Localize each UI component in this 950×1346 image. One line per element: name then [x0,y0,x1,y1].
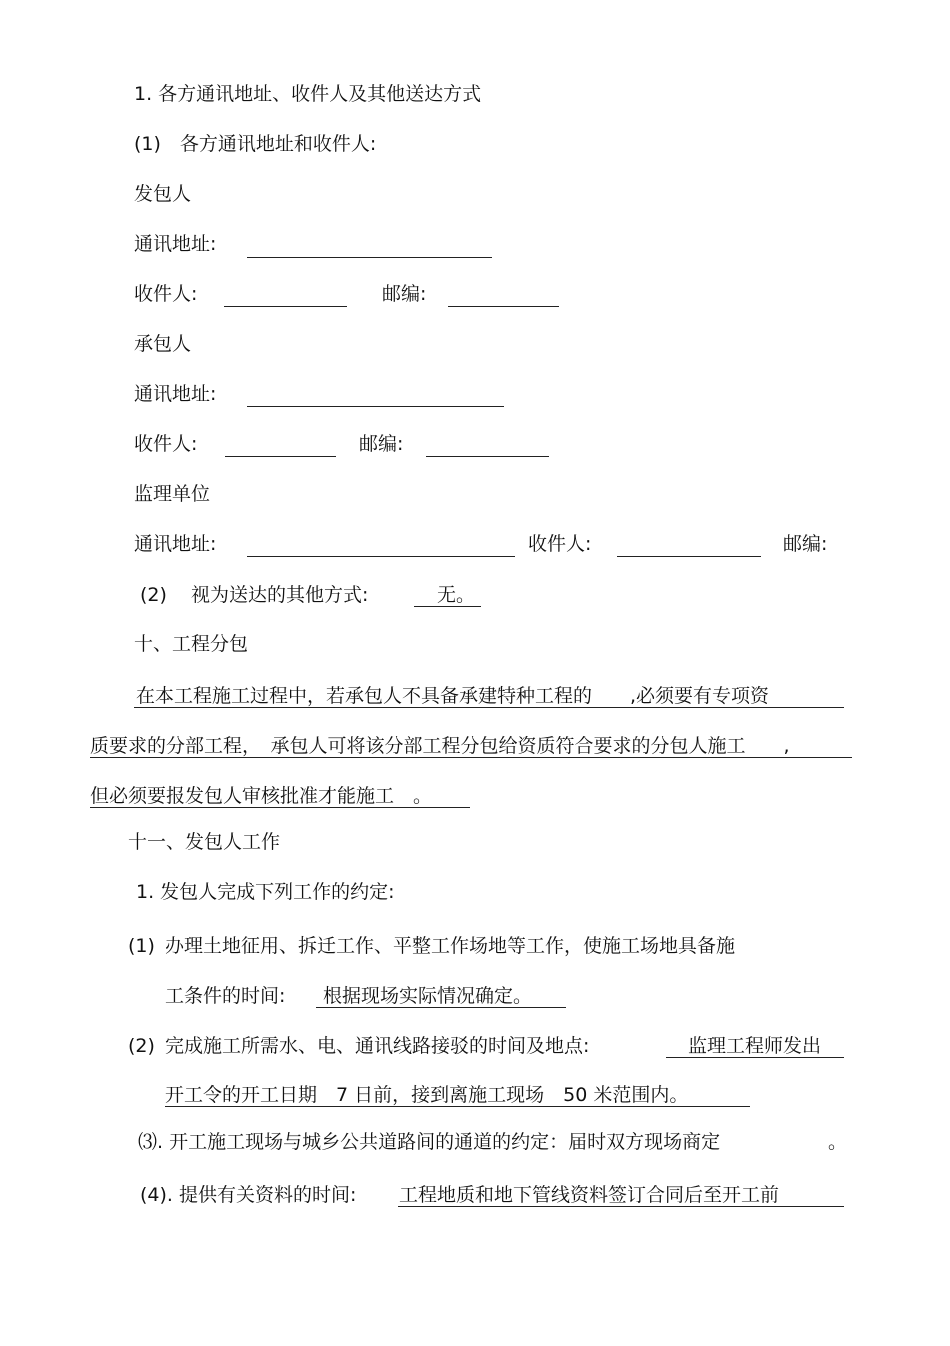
employer-postcode-label: 邮编: [382,283,427,305]
contractor-label: 承包人 [134,333,192,355]
contractor-postcode-label: 邮编: [359,433,404,455]
item1-line1: 办理土地征用、拆迁工作、平整工作场地等工作，使施工场地具备施 [165,935,736,957]
employer-postcode-field[interactable] [448,306,559,307]
comm-heading: 1. 各方通讯地址、收件人及其他送达方式 [134,83,482,105]
item1-value: 根据现场实际情况确定。 [323,985,533,1007]
section-11-title: 十一、发包人工作 [128,831,281,853]
item1-line2-label: 工条件的时间: [165,985,286,1007]
item4-value: 工程地质和地下管线资料签订合同后至开工前 [399,1184,780,1206]
item2-num: (2) [128,1035,155,1057]
contractor-postcode-field[interactable] [426,456,549,457]
s10-line3: 但必须要报发包人审核批准才能施工 。 [90,785,433,807]
employer-address-field[interactable] [247,257,492,258]
supervisor-recipient-label: 收件人: [528,533,592,555]
comm-sub1: (1) 各方通讯地址和收件人: [134,133,377,155]
s10-line2-underline [90,757,852,758]
employer-recipient-field[interactable] [224,306,347,307]
item2-value1: 监理工程师发出 [688,1035,822,1057]
s10-line3-underline [90,807,470,808]
contractor-address-field[interactable] [247,406,504,407]
supervisor-label: 监理单位 [134,483,211,505]
item3-end: 。 [828,1131,848,1153]
employer-label: 发包人 [134,183,192,205]
other-delivery-value: 无。 [437,584,476,606]
item4-label: (4). 提供有关资料的时间: [140,1184,357,1206]
contractor-recipient-field[interactable] [225,456,336,457]
s10-line2: 质要求的分部工程， 承包人可将该分部工程分包给资质符合要求的分包人施工 , [90,735,790,757]
employer-address-label: 通讯地址: [134,233,217,255]
item2-value2: 开工令的开工日期 7 日前，接到离施工现场 50 米范围内。 [165,1084,689,1106]
supervisor-address-field[interactable] [247,556,515,557]
s11-sub1: 1. 发包人完成下列工作的约定: [136,881,395,903]
supervisor-recipient-field[interactable] [617,556,761,557]
other-delivery-num: (2) [140,584,167,606]
contractor-recipient-label: 收件人: [134,433,198,455]
s10-line1: 在本工程施工过程中，若承包人不具备承建特种工程的 ,必须要有专项资 [136,685,770,707]
supervisor-postcode-label: 邮编: [783,533,828,555]
section-10-title: 十、工程分包 [134,633,249,655]
supervisor-address-label: 通讯地址: [134,533,217,555]
s10-line1-underline [134,707,844,708]
other-delivery-label: 视为送达的其他方式: [191,584,369,606]
item2-label: 完成施工所需水、电、通讯线路接驳的时间及地点: [165,1035,590,1057]
item1-num: (1) [128,935,155,957]
contractor-address-label: 通讯地址: [134,383,217,405]
employer-recipient-label: 收件人: [134,283,198,305]
item3-text: ⑶. 开工施工现场与城乡公共道路间的通道的约定：届时双方现场商定 [138,1131,721,1153]
